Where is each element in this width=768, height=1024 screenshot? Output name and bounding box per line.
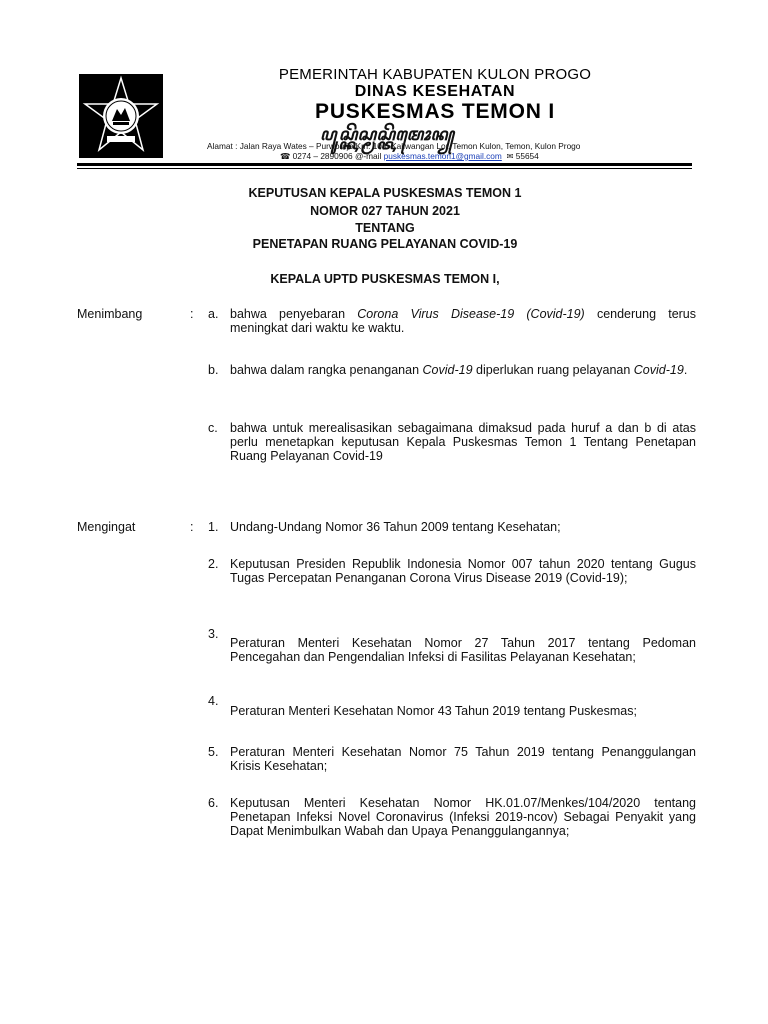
- letterhead-rule-thick: [77, 163, 692, 166]
- letterhead-rule-thin: [77, 168, 692, 169]
- decree-subject: PENETAPAN RUANG PELAYANAN COVID-19: [252, 237, 518, 251]
- mengingat-item-2-mark: 2.: [208, 557, 219, 571]
- letterhead-institution: PUSKESMAS TEMON I: [315, 100, 555, 123]
- decree-about: TENTANG: [355, 221, 415, 235]
- letterhead-javanese-script: ꦥꦸꦱ꧀ꦏꦼꦱ꧀ꦩꦱ꧀ꦠꦼꦩꦺꦴꦤ꧀: [320, 125, 455, 144]
- mengingat-item-3: Peraturan Menteri Kesehatan Nomor 27 Tahun 2017 tentang Pedoman Pencegahan dan Pengendalian Infeksi di Fasilitas Pelayanan Kesehatan;: [230, 636, 696, 664]
- letterhead-phone: ☎ 0274 – 2890906: [280, 151, 353, 161]
- decree-title: KEPUTUSAN KEPALA PUSKESMAS TEMON 1: [248, 186, 522, 200]
- menimbang-item-a: bahwa penyebaran Corona Virus Disease-19 (Covid-19) cenderung terus meningkat dari waktu ke waktu.: [230, 307, 697, 335]
- mengingat-item-4-mark: 4.: [208, 694, 219, 708]
- mengingat-label: Mengingat: [77, 520, 136, 534]
- mengingat-item-6: Keputusan Menteri Kesehatan Nomor HK.01.07/Menkes/104/2020 tentang Penetapan Infeksi Novel Coronavirus (Infeksi 2019-ncov) Sebagai Penyakit yang Dapat Menimbulkan Wabah dan Upaya Penanggulangannya;: [230, 796, 696, 838]
- mengingat-item-5-mark: 5.: [208, 745, 219, 759]
- letterhead-contact: [280, 151, 539, 161]
- letterhead-postal: ✉ 55654: [506, 151, 539, 161]
- menimbang-item-b-mark: b.: [208, 363, 219, 377]
- menimbang-item-a-mark: a.: [208, 307, 219, 321]
- letterhead-address: Alamat : Jalan Raya Wates – Purworejo Km. 10,6 Kaliwangan Lor, Temon Kulon, Temon, Kulon Progo: [207, 141, 581, 151]
- mengingat-item-6-mark: 6.: [208, 796, 219, 810]
- letterhead-email-label: @-mail: [354, 151, 382, 161]
- decree-issuer: KEPALA UPTD PUSKESMAS TEMON I,: [270, 272, 500, 286]
- mengingat-item-1: Undang-Undang Nomor 36 Tahun 2009 tentang Kesehatan;: [230, 520, 561, 534]
- mengingat-item-1-mark: 1.: [208, 520, 219, 534]
- letterhead-government: PEMERINTAH KABUPATEN KULON PROGO: [278, 66, 592, 83]
- mengingat-colon: :: [190, 520, 194, 534]
- menimbang-item-c: bahwa untuk merealisasikan sebagaimana dimaksud pada huruf a dan b di atas perlu menetapkan keputusan Kepala Puskesmas Temon 1 Tentang Penetapan Ruang Pelayanan Covid-19: [230, 421, 696, 463]
- mengingat-item-2: Keputusan Presiden Republik Indonesia Nomor 007 tahun 2020 tentang Gugus Tugas Percepatan Penanganan Corona Virus Disease 2019 (Covid-19);: [230, 557, 696, 585]
- mengingat-item-3-mark: 3.: [208, 627, 219, 641]
- letterhead-department: DINAS KESEHATAN: [354, 83, 516, 100]
- menimbang-label: Menimbang: [77, 307, 143, 321]
- menimbang-item-c-mark: c.: [208, 421, 218, 435]
- decree-number: NOMOR 027 TAHUN 2021: [310, 204, 460, 218]
- menimbang-colon: :: [190, 307, 194, 321]
- letterhead-email-link[interactable]: puskesmas.temon1@gmail.com: [383, 151, 502, 161]
- mengingat-item-4: Peraturan Menteri Kesehatan Nomor 43 Tahun 2019 tentang Puskesmas;: [230, 704, 637, 718]
- menimbang-item-b: bahwa dalam rangka penanganan Covid-19 diperlukan ruang pelayanan Covid-19.: [230, 363, 688, 377]
- kulon-progo-emblem-logo: [79, 74, 163, 158]
- mengingat-item-5: Peraturan Menteri Kesehatan Nomor 75 Tahun 2019 tentang Penanggulangan Krisis Kesehatan;: [230, 745, 696, 773]
